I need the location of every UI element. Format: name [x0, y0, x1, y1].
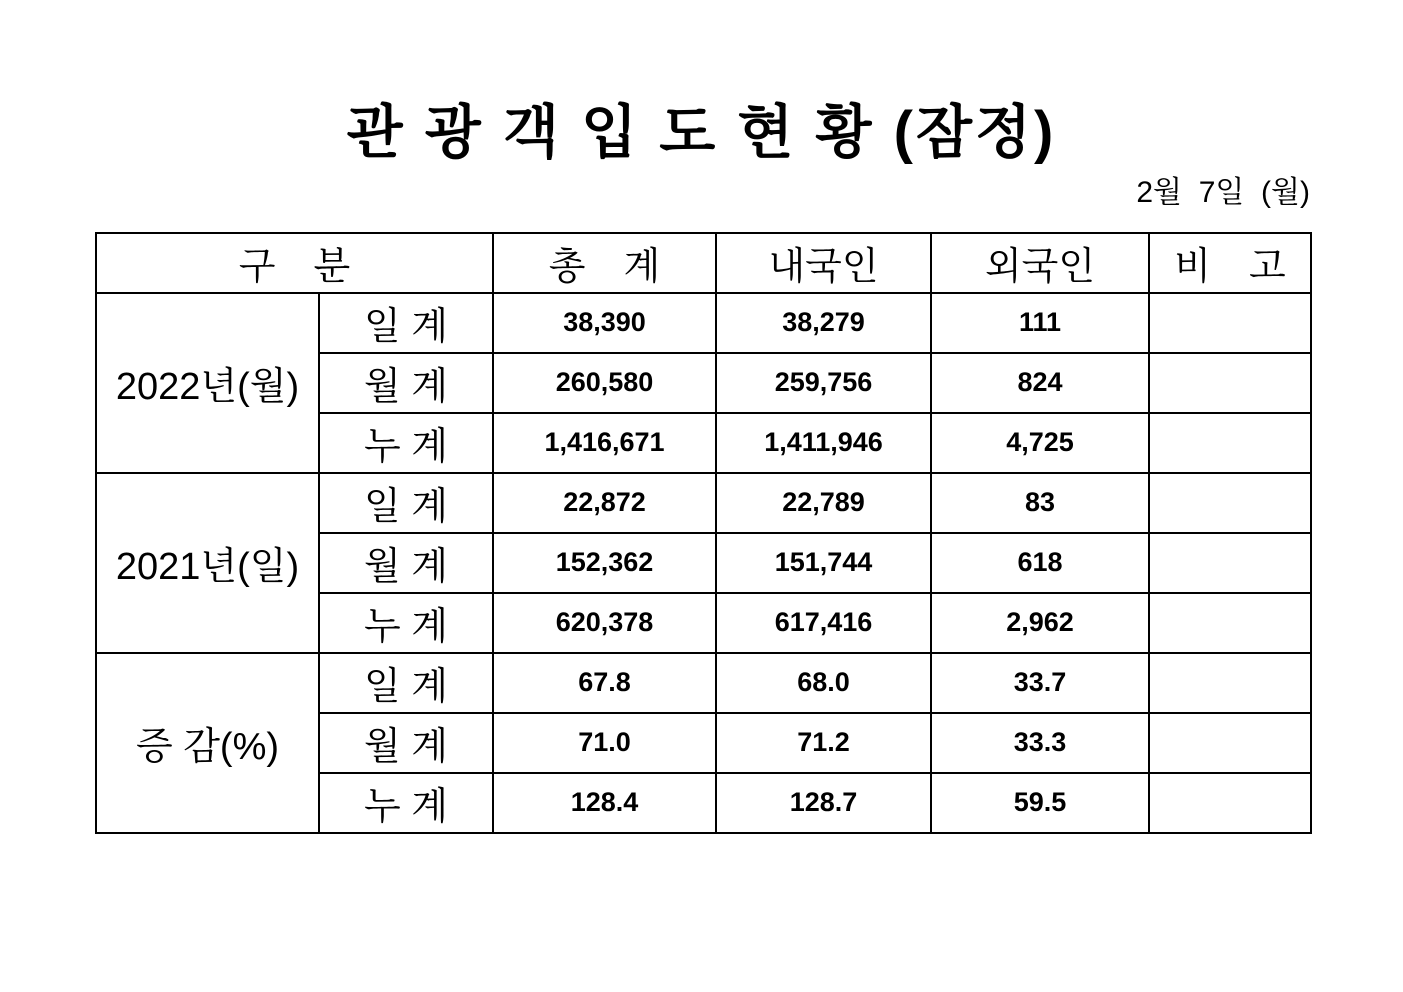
group-label-2021: 2021년(일): [96, 473, 319, 653]
foreign-cell: 83: [931, 473, 1149, 533]
domestic-cell: 259,756: [716, 353, 931, 413]
row-label-cell: 누 계: [319, 593, 493, 653]
header-cell-foreign: 외국인: [931, 233, 1149, 293]
domestic-cell: 22,789: [716, 473, 931, 533]
header-row: [96, 233, 1311, 293]
domestic-cell: 617,416: [716, 593, 931, 653]
note-cell: [1149, 773, 1311, 833]
note-cell: [1149, 653, 1311, 713]
total-cell: 38,390: [493, 293, 716, 353]
foreign-cell: 59.5: [931, 773, 1149, 833]
total-cell: 1,416,671: [493, 413, 716, 473]
row-label-cell: 누 계: [319, 413, 493, 473]
row-label-cell: 월 계: [319, 533, 493, 593]
table-row: [96, 293, 1311, 353]
foreign-cell: 33.7: [931, 653, 1149, 713]
note-cell: [1149, 593, 1311, 653]
group-label-2022: 2022년(월): [96, 293, 319, 473]
foreign-cell: 33.3: [931, 713, 1149, 773]
page-title: 관 광 객 입 도 현 황 (잠정): [346, 100, 1057, 165]
note-cell: [1149, 353, 1311, 413]
foreign-cell: 4,725: [931, 413, 1149, 473]
domestic-cell: 68.0: [716, 653, 931, 713]
domestic-cell: 151,744: [716, 533, 931, 593]
note-cell: [1149, 413, 1311, 473]
domestic-cell: 128.7: [716, 773, 931, 833]
total-cell: 260,580: [493, 353, 716, 413]
tourist-arrivals-table: [95, 232, 1312, 834]
row-label-cell: 일 계: [319, 293, 493, 353]
total-cell: 128.4: [493, 773, 716, 833]
table-row: [96, 653, 1311, 713]
total-cell: 620,378: [493, 593, 716, 653]
domestic-cell: 71.2: [716, 713, 931, 773]
foreign-cell: 111: [931, 293, 1149, 353]
row-label-cell: 월 계: [319, 353, 493, 413]
note-cell: [1149, 473, 1311, 533]
total-cell: 152,362: [493, 533, 716, 593]
row-label-cell: 월 계: [319, 713, 493, 773]
header-cell-domestic: 내국인: [716, 233, 931, 293]
row-label-cell: 일 계: [319, 473, 493, 533]
note-cell: [1149, 533, 1311, 593]
domestic-cell: 1,411,946: [716, 413, 931, 473]
header-cell-note: 비 고: [1149, 233, 1311, 293]
table-row: [96, 473, 1311, 533]
total-cell: 22,872: [493, 473, 716, 533]
foreign-cell: 824: [931, 353, 1149, 413]
note-cell: [1149, 293, 1311, 353]
header-cell-total: 총 계: [493, 233, 716, 293]
note-cell: [1149, 713, 1311, 773]
domestic-cell: 38,279: [716, 293, 931, 353]
foreign-cell: 2,962: [931, 593, 1149, 653]
group-label-change: 증 감(%): [96, 653, 319, 833]
foreign-cell: 618: [931, 533, 1149, 593]
row-label-cell: 누 계: [319, 773, 493, 833]
row-label-cell: 일 계: [319, 653, 493, 713]
total-cell: 71.0: [493, 713, 716, 773]
total-cell: 67.8: [493, 653, 716, 713]
header-cell-category: 구 분: [96, 233, 493, 293]
report-date: 2월 7일 (월): [1136, 175, 1310, 209]
